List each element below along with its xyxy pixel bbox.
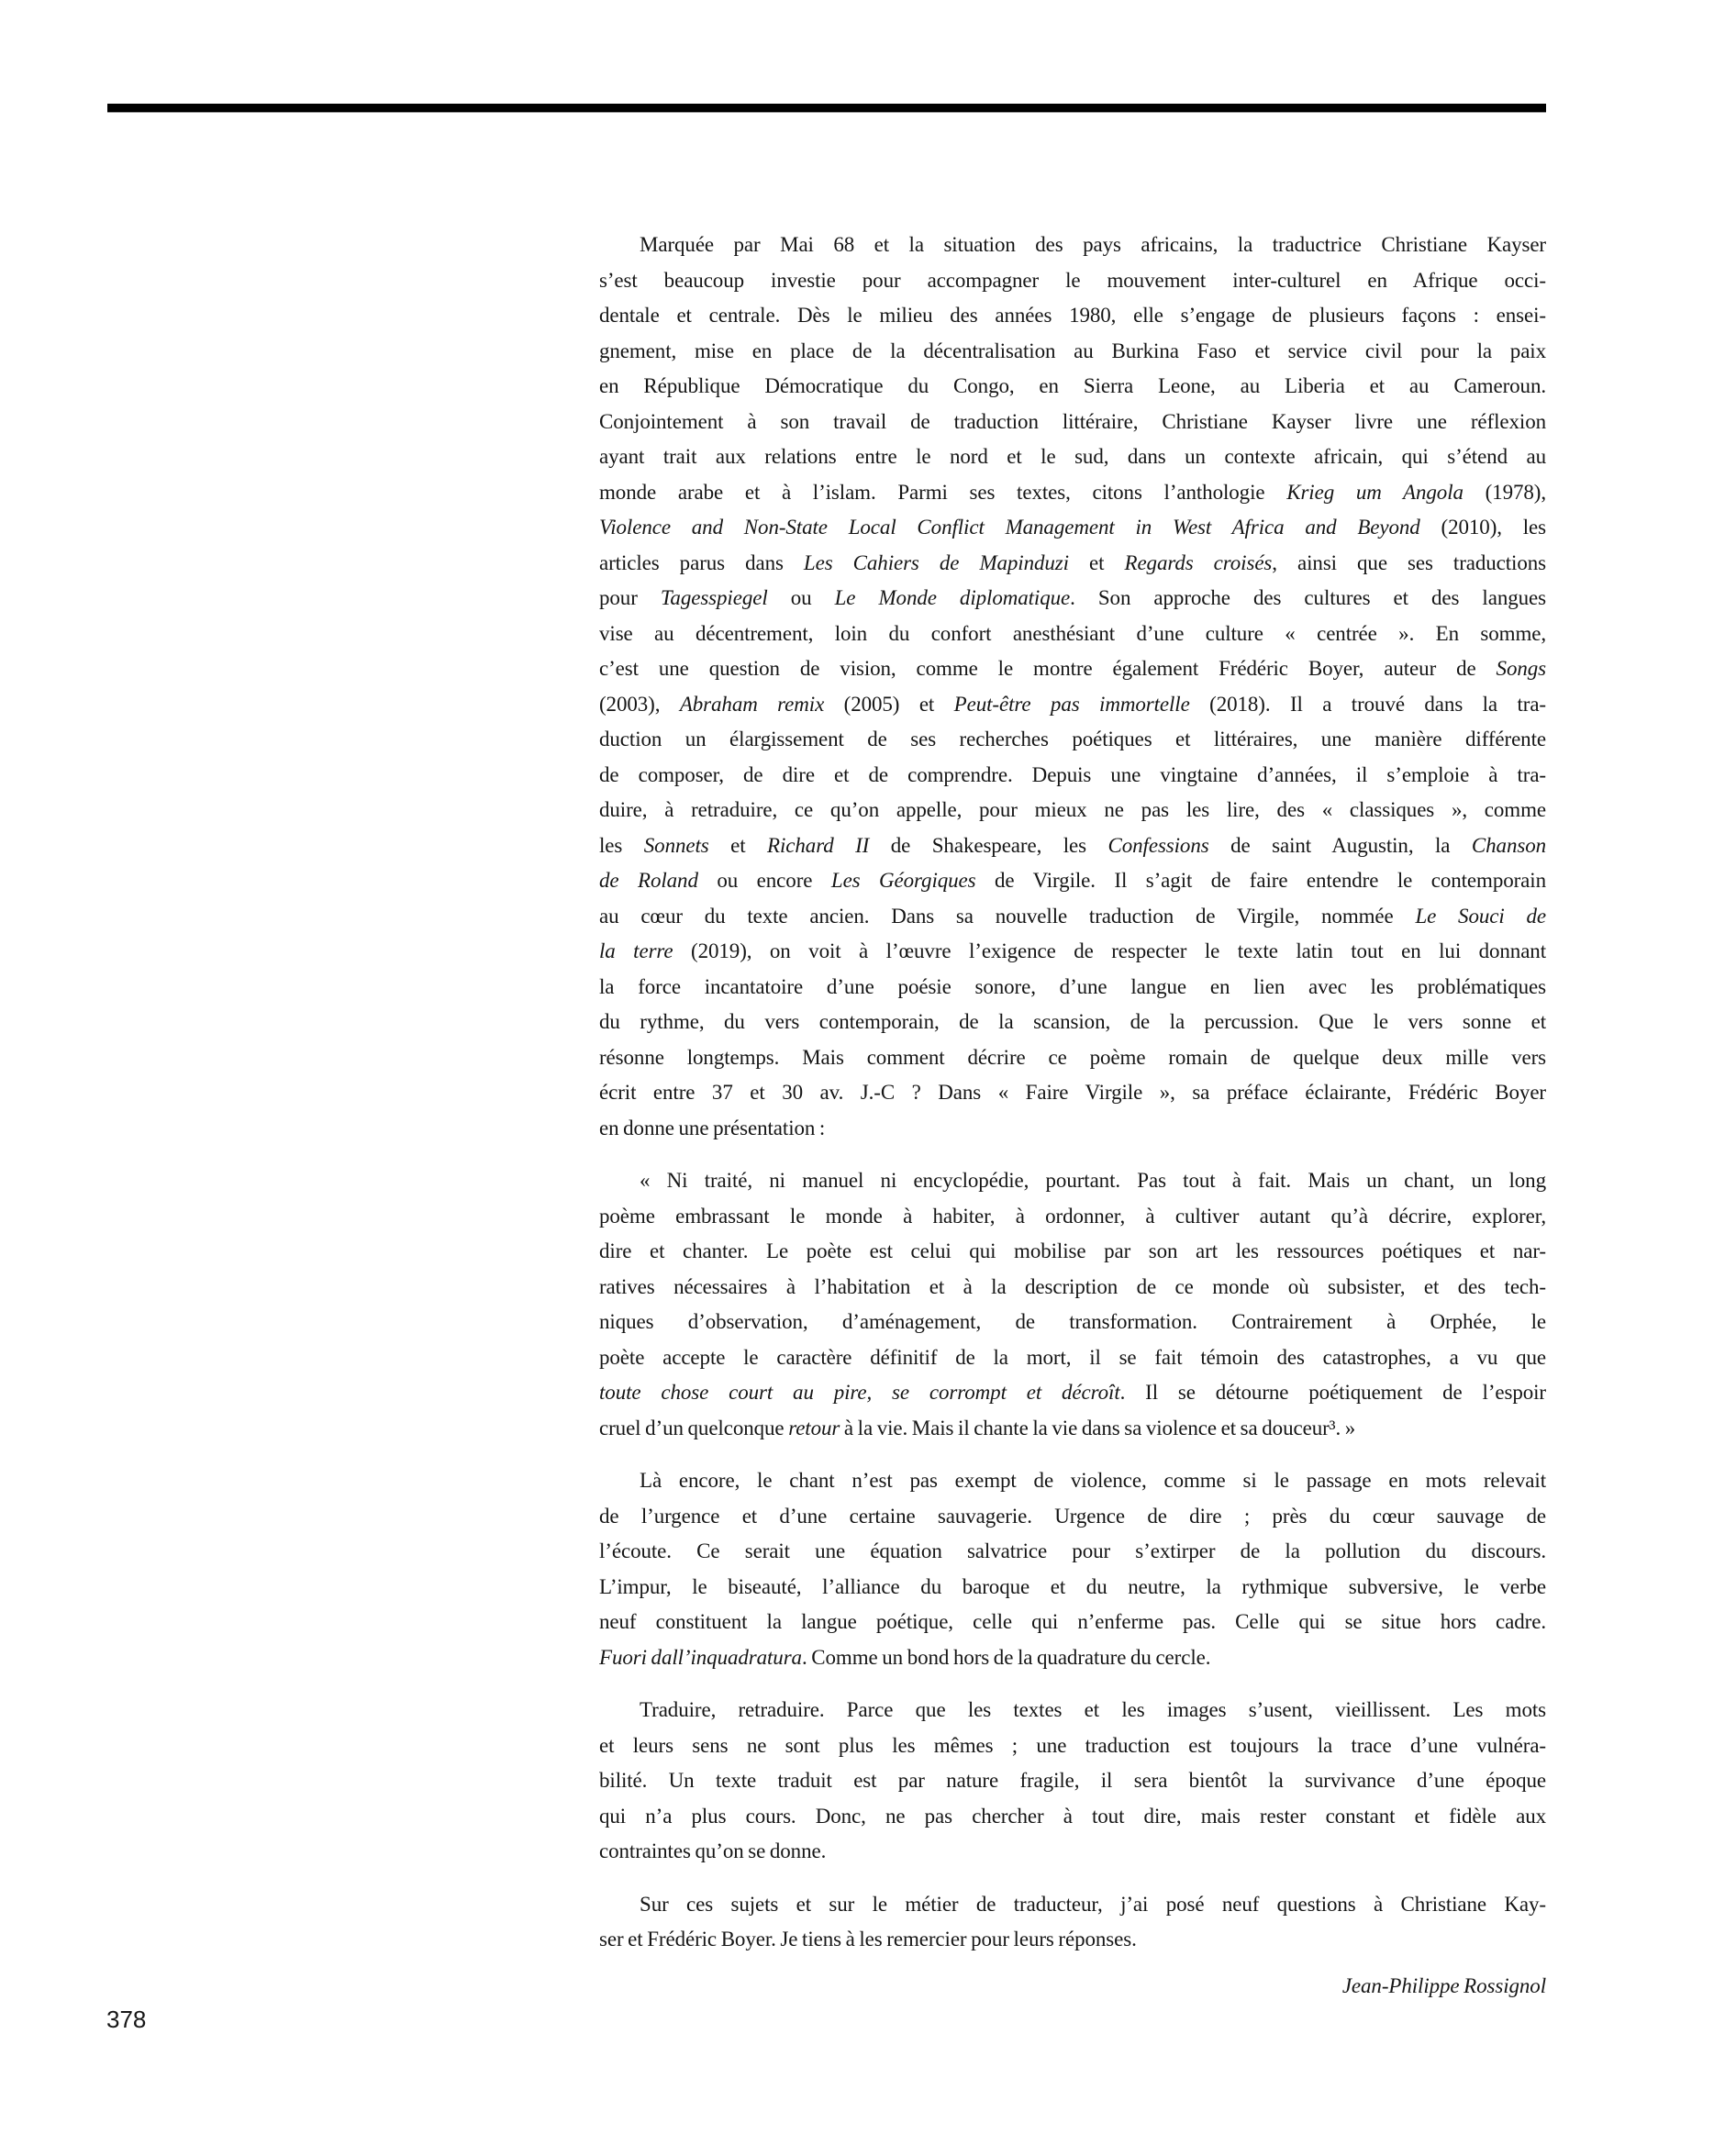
text-line: la terre (2019), on voit à l’œuvre l’exigence de respecter le texte latin tout en lui donnant	[599, 939, 1546, 962]
text-line: bilité. Un texte traduit est par nature fragile, il sera bientôt la survivance d’une époque	[599, 1769, 1546, 1792]
text-line: Marquée par Mai 68 et la situation des pays africains, la traductrice Christiane Kayser	[640, 233, 1546, 256]
text-line: ayant trait aux relations entre le nord et le sud, dans un contexte africain, qui s’étend au	[599, 445, 1546, 468]
author-signature: Jean-Philippe Rossignol	[1341, 1973, 1546, 1997]
page-number: 378	[106, 2006, 147, 2033]
text-line: dentale et centrale. Dès le milieu des années 1980, elle s’engage de plusieurs façons : ensei-	[599, 304, 1546, 327]
text-line: et leurs sens ne sont plus les mêmes ; une traduction est toujours la trace d’une vulnéra-	[599, 1733, 1546, 1757]
text-line: de Roland ou encore Les Géorgiques de Virgile. Il s’agit de faire entendre le contemporain	[599, 869, 1546, 892]
text-line: ser et Frédéric Boyer. Je tiens à les remercier pour leurs réponses.	[599, 1928, 1137, 1950]
text-line: qui n’a plus cours. Donc, ne pas chercher à tout dire, mais rester constant et fidèle aux	[599, 1804, 1546, 1828]
text-line: ratives nécessaires à l’habitation et à la description de ce monde où subsister, et des tech-	[599, 1274, 1546, 1298]
text-line: la force incantatoire d’une poésie sonore, d’une langue en lien avec les problématiques	[599, 974, 1546, 998]
text-line: Conjointement à son travail de traduction littéraire, Christiane Kayser livre une réflexion	[599, 409, 1546, 433]
text-line: Violence and Non-State Local Conflict Management in West Africa and Beyond (2010), les	[599, 516, 1546, 539]
text-line: niques d’observation, d’aménagement, de transformation. Contrairement à Orphée, le	[599, 1310, 1546, 1333]
text-line: pour Tagesspiegel ou Le Monde diplomatique. Son approche des cultures et des langues	[599, 586, 1546, 609]
text-line: en République Démocratique du Congo, en Sierra Leone, au Liberia et au Cameroun.	[599, 374, 1546, 397]
paragraph	[599, 228, 1546, 1146]
paragraph	[599, 1693, 1546, 1870]
text-line: dire et chanter. Le poète est celui qui mobilise par son art les ressources poétiques et nar-	[599, 1239, 1546, 1262]
text-line: monde arabe et à l’islam. Parmi ses textes, citons l’anthologie Krieg um Angola (1978),	[599, 480, 1546, 504]
text-line: duire, à retraduire, ce qu’on appelle, pour mieux ne pas les lire, des « classiques », comme	[599, 798, 1546, 821]
paragraphs-container	[599, 228, 1546, 1958]
paragraph	[599, 1163, 1546, 1446]
text-line: neuf constituent la langue poétique, celle qui n’enferme pas. Celle qui se situe hors cadre.	[599, 1610, 1546, 1633]
text-line: les Sonnets et Richard II de Shakespeare, les Confessions de saint Augustin, la Chanson	[599, 833, 1546, 857]
text-line: cruel d’un quelconque retour à la vie. Mais il chante la vie dans sa violence et sa douceur³. »	[599, 1416, 1356, 1439]
text-line: toute chose court au pire, se corrompt et décroît. Il se détourne poétiquement de l’espoir	[599, 1381, 1546, 1404]
text-line: de composer, de dire et de comprendre. Depuis une vingtaine d’années, il s’emploie à tra-	[599, 762, 1546, 786]
text-line: du rythme, du vers contemporain, de la scansion, de la percussion. Que le vers sonne et	[599, 1010, 1546, 1033]
text-line: duction un élargissement de ses recherches poétiques et littéraires, une manière différente	[599, 728, 1546, 750]
text-line: gnement, mise en place de la décentralisation au Burkina Faso et service civil pour la paix	[599, 339, 1546, 362]
paragraph	[599, 1887, 1546, 1958]
text-line: au cœur du texte ancien. Dans sa nouvelle traduction de Virgile, nommée Le Souci de	[599, 904, 1546, 928]
text-line: Fuori dall’inquadratura. Comme un bond hors de la quadrature du cercle.	[599, 1645, 1211, 1669]
text-line: s’est beaucoup investie pour accompagner le mouvement inter-culturel en Afrique occi-	[599, 268, 1546, 292]
text-line: Traduire, retraduire. Parce que les textes et les images s’usent, vieillissent. Les mots	[640, 1698, 1546, 1721]
text-line: contraintes qu’on se donne.	[599, 1839, 827, 1862]
text-line: L’impur, le biseauté, l’alliance du baroque et du neutre, la rythmique subversive, le verbe	[599, 1574, 1546, 1598]
text-line: l’écoute. Ce serait une équation salvatrice pour s’extirper de la pollution du discours.	[599, 1539, 1546, 1562]
text-line: Sur ces sujets et sur le métier de traducteur, j’ai posé neuf questions à Christiane Kay-	[640, 1892, 1546, 1916]
text-line: de l’urgence et d’une certaine sauvagerie. Urgence de dire ; près du cœur sauvage de	[599, 1504, 1546, 1528]
text-line: poète accepte le caractère définitif de la mort, il se fait témoin des catastrophes, a vu que	[599, 1345, 1546, 1369]
text-line: écrit entre 37 et 30 av. J.-C ? Dans « Faire Virgile », sa préface éclairante, Frédéric Boyer	[599, 1081, 1546, 1104]
text-line: (2003), Abraham remix (2005) et Peut-être pas immortelle (2018). Il a trouvé dans la tra-	[599, 692, 1546, 716]
text-line: vise au décentrement, loin du confort anesthésiant d’une culture « centrée ». En somme,	[599, 621, 1546, 645]
text-block	[599, 228, 1546, 2004]
text-line: c’est une question de vision, comme le montre également Frédéric Boyer, auteur de Songs	[599, 657, 1546, 680]
text-line: articles parus dans Les Cahiers de Mapinduzi et Regards croisés, ainsi que ses traductions	[599, 550, 1546, 574]
text-line: en donne une présentation :	[599, 1116, 826, 1139]
top-rule	[107, 104, 1546, 113]
text-line: Là encore, le chant n’est pas exempt de violence, comme si le passage en mots relevait	[640, 1469, 1546, 1492]
text-line: poème embrassant le monde à habiter, à ordonner, à cultiver autant qu’à décrire, explorer,	[599, 1204, 1546, 1228]
text-line: « Ni traité, ni manuel ni encyclopédie, pourtant. Pas tout à fait. Mais un chant, un long	[640, 1169, 1546, 1192]
text-line: résonne longtemps. Mais comment décrire ce poème romain de quelque deux mille vers	[599, 1045, 1546, 1069]
paragraph	[599, 1463, 1546, 1675]
